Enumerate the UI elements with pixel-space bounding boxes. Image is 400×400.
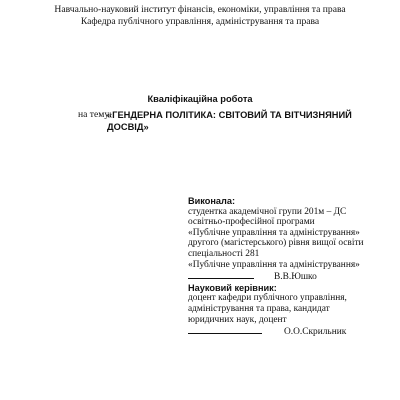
author-signature-line	[188, 270, 254, 279]
work-title: Кваліфікаційна робота	[147, 94, 253, 104]
author-label: Виконала:	[188, 196, 236, 206]
institute-name: Навчально-науковий інститут фінансів, економіки, управління та права	[54, 4, 346, 15]
signature-block	[188, 196, 393, 338]
department-name: Кафедра публічного управління, адміністрування та права	[80, 16, 320, 27]
author-line-1: студентка академічної групи 201м – ДС	[188, 206, 347, 217]
author-signature-name: В.В.Юшко	[274, 272, 317, 283]
supervisor-signature-name: О.О.Скрильник	[284, 327, 347, 338]
supervisor-label: Науковий керівник:	[188, 282, 277, 293]
author-line-4: другого (магістерського) рівня вищої освіти	[188, 238, 364, 249]
topic-name: «ГЕНДЕРНА ПОЛІТИКА: СВІТОВИЙ ТА ВІТЧИЗНЯНИЙ ДОСВІД»	[107, 110, 352, 132]
author-line-5: спеціальності 281	[188, 248, 260, 259]
author-line-2: освітньо-професійної програми	[188, 217, 315, 228]
author-signature-row	[188, 270, 393, 283]
supervisor-line-1: доцент кафедри публічного управління,	[188, 293, 347, 304]
supervisor-signature-row	[188, 325, 393, 338]
topic-prefix: на тему:	[78, 109, 112, 120]
author-line-6: «Публічне управління та адміністрування»	[188, 259, 360, 270]
author-line-3: «Публічне управління та адміністрування»	[188, 227, 360, 238]
supervisor-signature-line	[188, 325, 262, 334]
supervisor-line-3: юридичних наук, доцент	[188, 314, 287, 325]
supervisor-line-2: адміністрування та права, кандидат	[188, 303, 330, 314]
